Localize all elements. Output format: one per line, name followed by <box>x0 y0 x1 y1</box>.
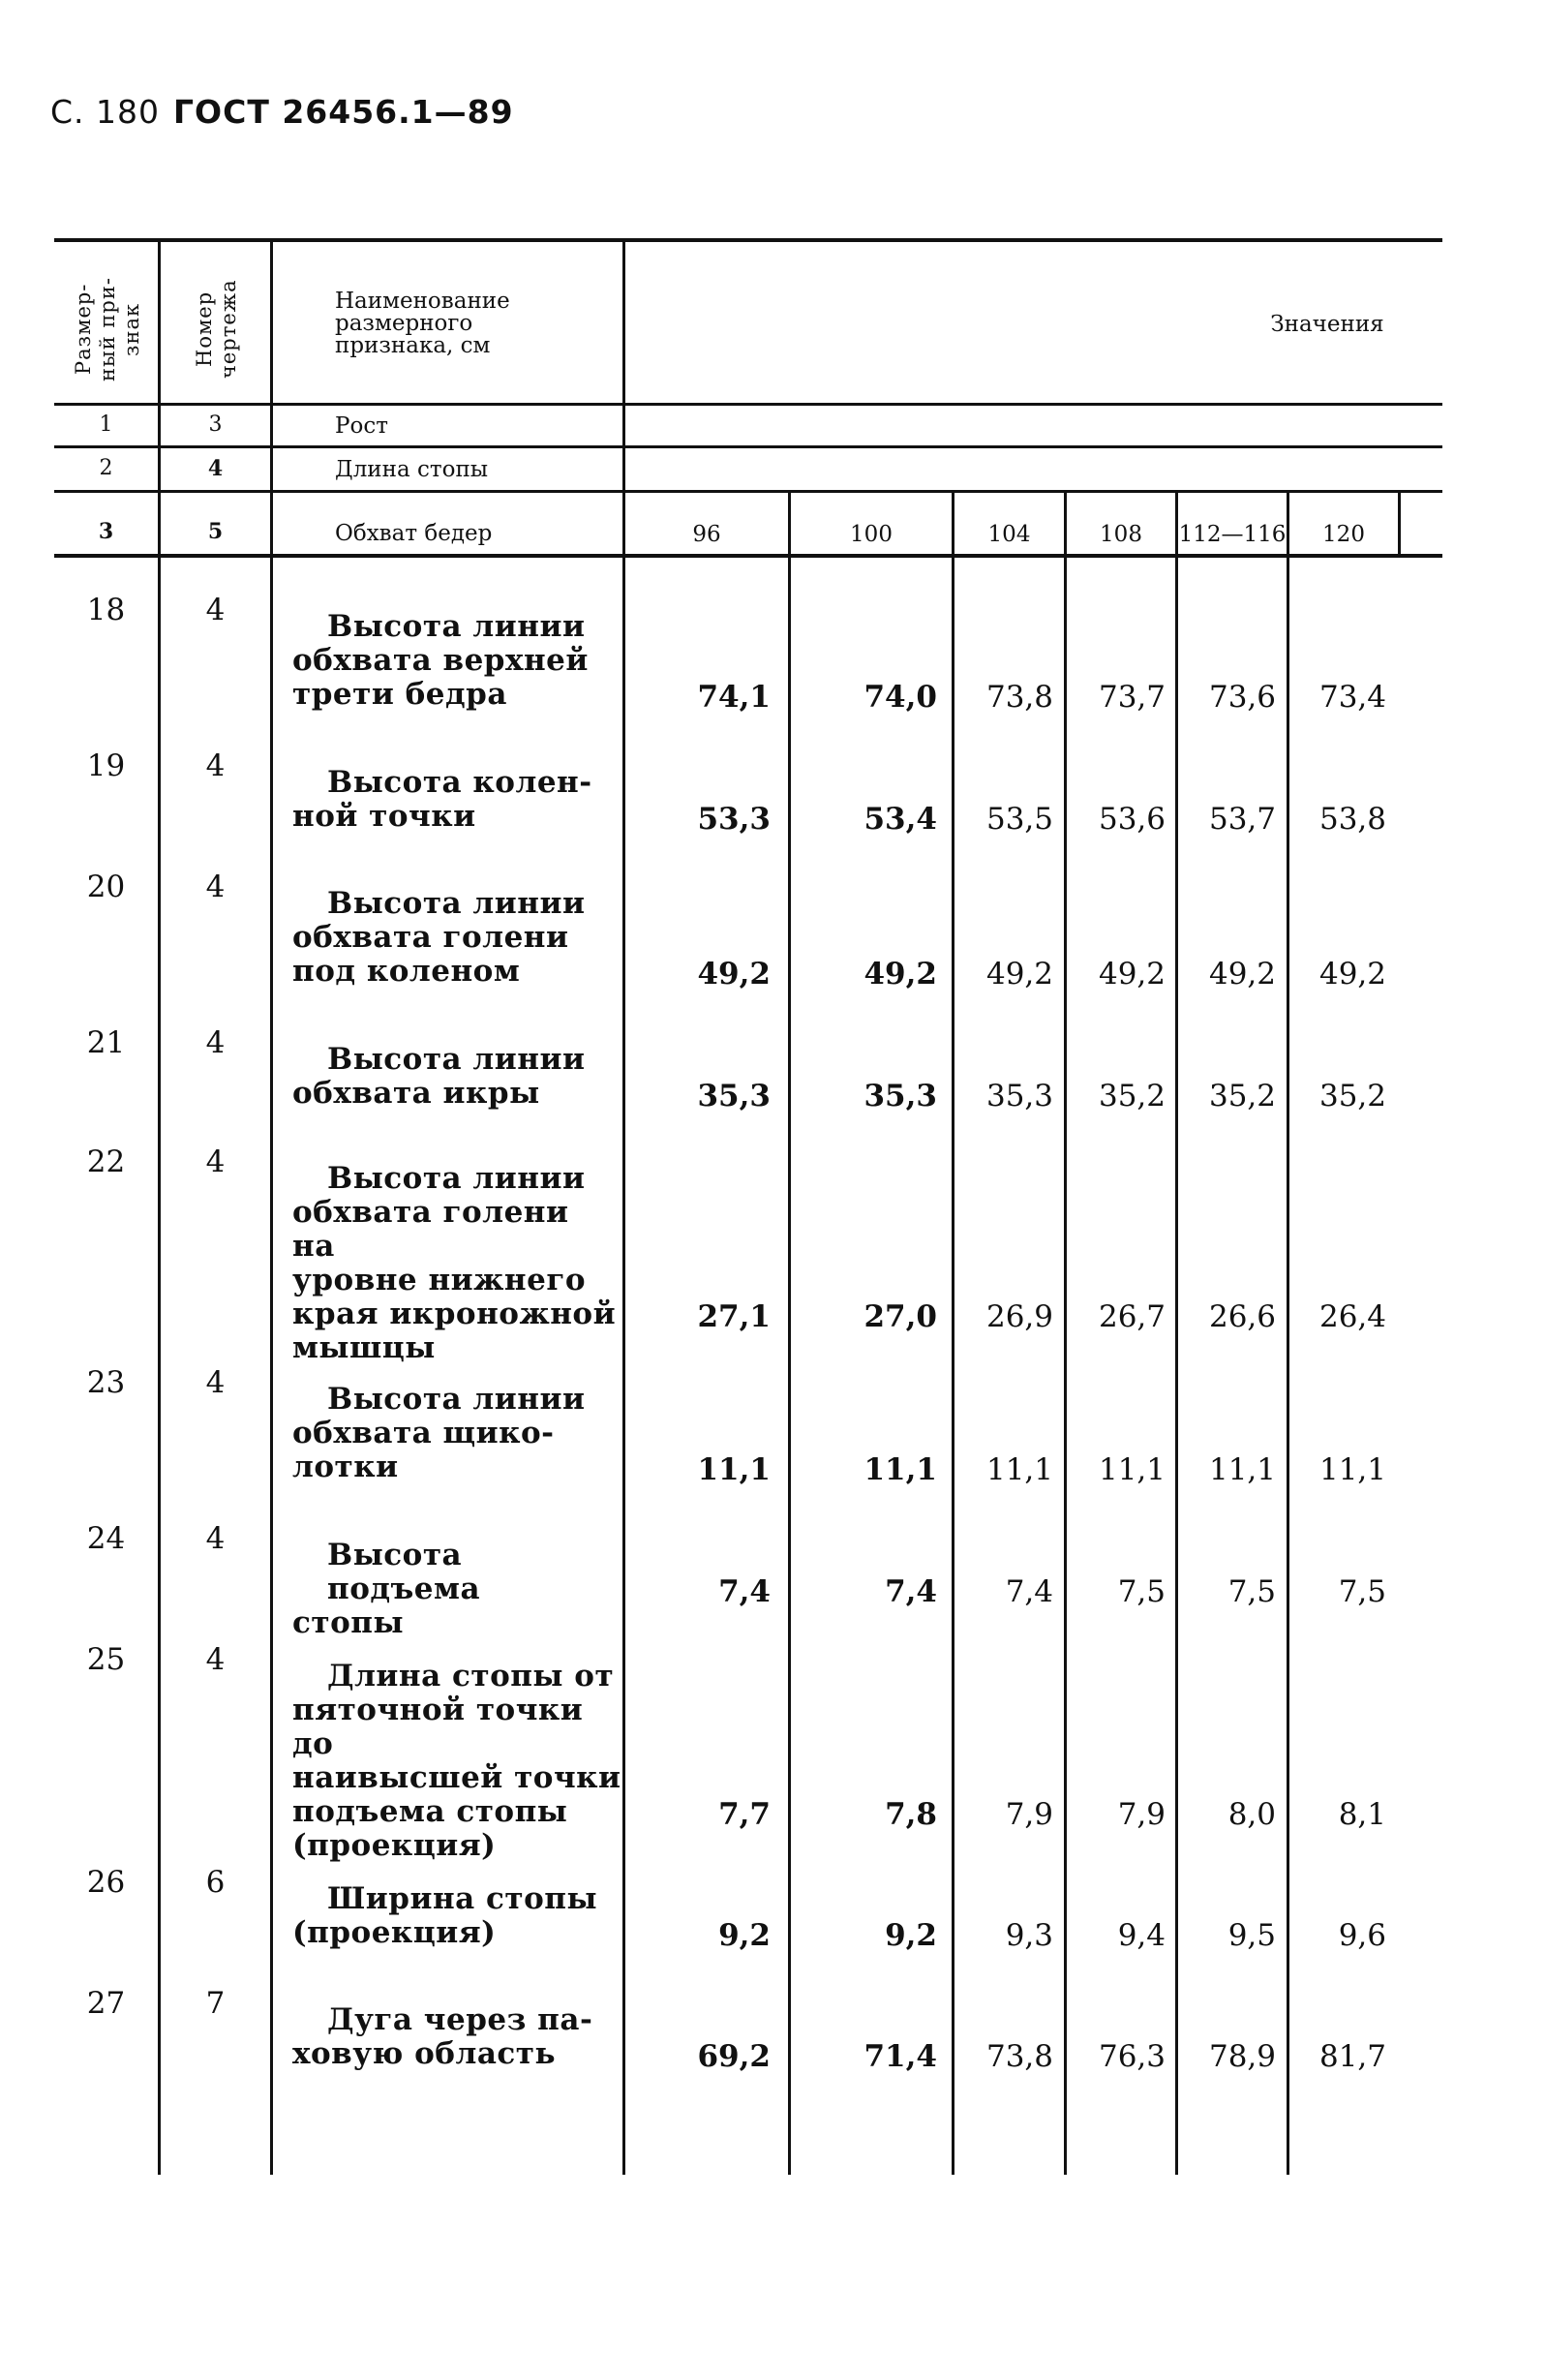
row-name-line: мышцы <box>292 1330 436 1365</box>
param-num-1: 1 <box>99 412 113 437</box>
hip-size-108: 108 <box>1100 522 1142 547</box>
row-drawing-number: 4 <box>205 1025 226 1060</box>
value-cell: 26,4 <box>1318 1299 1386 1334</box>
row-name <box>292 766 621 834</box>
row-number: 18 <box>86 593 126 627</box>
value-cell: 9,3 <box>1005 1918 1053 1953</box>
row-name-line: обхвата голени на <box>292 1195 569 1264</box>
value-cell: 35,2 <box>1318 1079 1386 1114</box>
row-number: 22 <box>86 1144 126 1179</box>
row-name-line: Высота колен- <box>327 765 592 800</box>
value-cell: 26,6 <box>1208 1299 1276 1334</box>
standard-number: ГОСТ 26456.1—89 <box>173 93 514 131</box>
value-cell: 69,2 <box>697 2039 771 2074</box>
row-name <box>292 887 621 989</box>
row-number: 27 <box>86 1986 126 2021</box>
value-cell: 81,7 <box>1318 2039 1386 2074</box>
value-cell: 53,3 <box>697 802 771 837</box>
value-cell: 73,4 <box>1318 680 1386 715</box>
row-name-line: Высота линии <box>327 1042 586 1077</box>
value-cell: 11,1 <box>1318 1452 1386 1487</box>
value-cell: 49,2 <box>863 957 937 992</box>
value-cell: 49,2 <box>985 957 1053 992</box>
value-cell: 11,1 <box>697 1452 771 1487</box>
value-cell: 9,5 <box>1227 1918 1276 1953</box>
value-cell: 53,8 <box>1318 802 1386 837</box>
value-cell: 7,9 <box>1117 1797 1166 1832</box>
value-cell: 73,8 <box>985 680 1053 715</box>
row-name <box>292 1383 621 1484</box>
row-name <box>292 1162 621 1365</box>
param-label-3: Обхват бедер <box>335 521 493 546</box>
row-name <box>292 2003 621 2071</box>
col-rule-9 <box>1398 493 1401 558</box>
row-name-line: Высота линии <box>327 1382 586 1417</box>
value-cell: 9,2 <box>718 1918 771 1953</box>
value-cell: 7,5 <box>1227 1574 1276 1609</box>
row-name-line: Высота подъема <box>327 1538 481 1606</box>
value-cell: 49,2 <box>697 957 771 992</box>
row-name-line: под коленом <box>292 954 521 989</box>
hip-size-120: 120 <box>1322 522 1365 547</box>
value-cell: 8,1 <box>1338 1797 1386 1832</box>
value-cell: 74,1 <box>697 680 771 715</box>
row-number: 23 <box>86 1365 126 1400</box>
row-name-line: уровне нижнего <box>292 1263 587 1297</box>
value-cell: 49,2 <box>1098 957 1166 992</box>
row-drawing-number: 4 <box>205 1365 226 1400</box>
value-cell: 73,8 <box>985 2039 1053 2074</box>
row-number: 21 <box>86 1025 126 1060</box>
value-cell: 26,7 <box>1098 1299 1166 1334</box>
row-name-line: лотки <box>292 1449 399 1484</box>
hip-size-100: 100 <box>850 522 893 547</box>
col-header-drawing: Номер чертежа <box>193 279 240 380</box>
value-cell: 7,7 <box>718 1797 771 1832</box>
row-name-line: Дуга через па- <box>327 2002 593 2037</box>
hip-size-104: 104 <box>987 522 1031 547</box>
value-cell: 49,2 <box>1318 957 1386 992</box>
value-cell: 7,4 <box>885 1574 937 1609</box>
row-name <box>292 1539 621 1640</box>
value-cell: 53,7 <box>1208 802 1276 837</box>
row-name-line: Высота линии <box>327 609 586 644</box>
value-cell: 11,1 <box>1098 1452 1166 1487</box>
value-cell: 76,3 <box>1098 2039 1166 2074</box>
value-cell: 53,5 <box>985 802 1053 837</box>
param-label-2: Длина стопы <box>335 457 489 482</box>
value-cell: 71,4 <box>863 2039 937 2074</box>
value-cell: 78,9 <box>1208 2039 1276 2074</box>
row-drawing-number: 4 <box>205 593 226 627</box>
row-drawing-number: 4 <box>205 748 226 783</box>
value-cell: 9,4 <box>1117 1918 1166 1953</box>
value-cell: 7,8 <box>885 1797 937 1832</box>
row-name-line: пяточной точки до <box>292 1693 584 1761</box>
hip-size-96: 96 <box>692 522 721 547</box>
hip-size-112-116: 112—116 <box>1178 522 1287 547</box>
value-cell: 53,4 <box>863 802 937 837</box>
row-name <box>292 610 621 712</box>
col-rule-4 <box>788 493 791 2175</box>
table-top-rule <box>54 238 1442 242</box>
col-header-values: Значения <box>1270 312 1384 337</box>
value-cell: 9,2 <box>885 1918 937 1953</box>
row-name-line: обхвата икры <box>292 1076 540 1111</box>
header-bottom-rule <box>54 554 1442 558</box>
page-header <box>50 93 528 131</box>
row-number: 25 <box>86 1642 126 1677</box>
col-header-sign: Размер-ный при-знак <box>72 277 143 381</box>
value-cell: 7,4 <box>1005 1574 1053 1609</box>
row-name-line: обхвата голени <box>292 920 569 955</box>
row-number: 26 <box>86 1865 126 1900</box>
value-cell: 7,5 <box>1117 1574 1166 1609</box>
value-cell: 26,9 <box>985 1299 1053 1334</box>
row-name-line: (проекция) <box>292 1915 497 1950</box>
value-cell: 11,1 <box>863 1452 937 1487</box>
value-cell: 27,1 <box>697 1299 771 1334</box>
row-drawing-number: 4 <box>205 1144 226 1179</box>
value-cell: 35,2 <box>1098 1079 1166 1114</box>
value-cell: 7,4 <box>718 1574 771 1609</box>
value-cell: 49,2 <box>1208 957 1276 992</box>
row-name-line: Высота линии <box>327 1161 586 1196</box>
value-cell: 35,3 <box>985 1079 1053 1114</box>
value-cell: 73,7 <box>1098 680 1166 715</box>
row-name-line: стопы <box>292 1605 405 1640</box>
value-cell: 11,1 <box>985 1452 1053 1487</box>
row-name-line: (проекция) <box>292 1828 497 1863</box>
value-cell: 35,3 <box>697 1079 771 1114</box>
value-cell: 74,0 <box>863 680 937 715</box>
row-name-line: Длина стопы от <box>327 1659 615 1693</box>
value-cell: 11,1 <box>1208 1452 1276 1487</box>
row-name-line: Ширина стопы <box>327 1881 598 1916</box>
row-name-line: трети бедра <box>292 677 507 712</box>
row-name-line: подъема стопы <box>292 1794 568 1829</box>
value-cell: 27,0 <box>863 1299 937 1334</box>
value-cell: 53,6 <box>1098 802 1166 837</box>
value-cell: 7,5 <box>1338 1574 1386 1609</box>
value-cell: 9,6 <box>1338 1918 1386 1953</box>
value-cell: 73,6 <box>1208 680 1276 715</box>
row-drawing-number: 4 <box>205 1642 226 1677</box>
param-num-3: 3 <box>98 519 114 544</box>
param-draw-3: 5 <box>207 519 224 544</box>
header-rule-1 <box>54 403 1442 406</box>
col-rule-2 <box>270 242 273 2175</box>
param-draw-1: 3 <box>208 412 223 437</box>
value-cell: 7,9 <box>1005 1797 1053 1832</box>
row-name-line: ной точки <box>292 799 476 834</box>
page-number: С. 180 <box>50 93 161 131</box>
row-name <box>292 1043 621 1111</box>
row-number: 24 <box>86 1521 126 1556</box>
header-rule-2 <box>54 445 1442 448</box>
row-name-line: края икроножной <box>292 1297 617 1331</box>
row-drawing-number: 7 <box>205 1986 226 2021</box>
param-label-1: Рост <box>335 413 388 439</box>
row-name-line: обхвата щико- <box>292 1416 555 1450</box>
row-number: 19 <box>86 748 126 783</box>
row-name-line: обхвата верхней <box>292 643 589 678</box>
col-header-name: Наименование размерного признака, см <box>335 289 510 358</box>
row-drawing-number: 4 <box>205 1521 226 1556</box>
value-cell: 8,0 <box>1227 1797 1276 1832</box>
row-name <box>292 1660 621 1863</box>
row-number: 20 <box>86 870 126 904</box>
header-rule-3 <box>54 490 1442 493</box>
row-name-line: Высота линии <box>327 886 586 921</box>
param-draw-2: 4 <box>207 456 224 481</box>
value-cell: 35,3 <box>863 1079 937 1114</box>
value-cell: 35,2 <box>1208 1079 1276 1114</box>
row-name-line: ховую область <box>292 2036 557 2071</box>
row-drawing-number: 4 <box>205 870 226 904</box>
param-num-2: 2 <box>99 456 113 480</box>
row-drawing-number: 6 <box>205 1865 226 1900</box>
data-table <box>54 238 1442 2175</box>
row-name <box>292 1882 621 1950</box>
row-name-line: наивысшей точки <box>292 1760 621 1795</box>
